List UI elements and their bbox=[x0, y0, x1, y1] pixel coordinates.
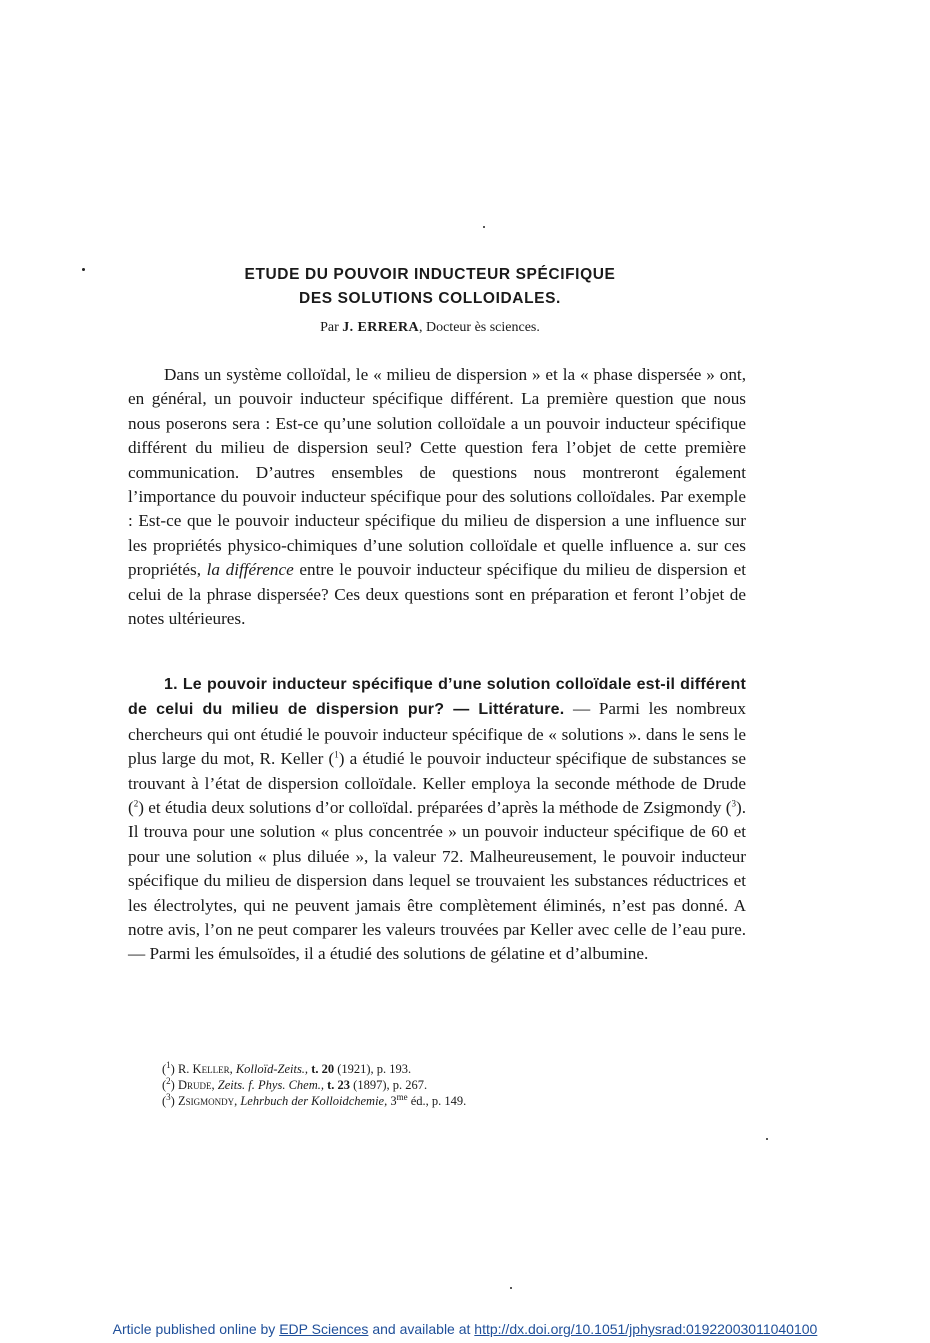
footnote-journal: Lehrbuch der Kolloidchemie, bbox=[240, 1094, 388, 1108]
paragraph-intro-emphasis: la différence bbox=[206, 560, 294, 580]
article-title-line-2: DES SOLUTIONS COLLOIDALES. bbox=[299, 290, 561, 307]
footnotes bbox=[162, 1061, 682, 1109]
footer-text-2: and available at bbox=[372, 1321, 471, 1337]
author-suffix: , Docteur ès sciences. bbox=[418, 320, 540, 335]
footnote-rest: (1921), p. 193. bbox=[337, 1062, 412, 1076]
paragraph-section-1 bbox=[128, 672, 746, 967]
paragraph-section-1-d: ). Il trouva pour une solution « plus concentrée » un pouvoir inducteur spécifique de 60 et pour une solution « plus diluée », la valeur 72. Malheureusement, le pouvoir inducteur spécifique du milieu de dispersion dans lequel se trouvaient les substances réductrices et les électrolytes, qui ne peuvent jamais être complètement éliminés, n’est pas donné. A notre avis, l’on ne peut comparer les valeurs trouvées par Keller avec celle de l’eau pure. — Parmi les émulsoïdes, il a étudié des solutions de gélatine et d’albumine. bbox=[128, 798, 746, 964]
paragraph-intro-end: entre le pouvoir inducteur spécifique du milieu de dispersion et celui de la phrase dispersée? Ces deux questions sont en préparation et feront l’objet de notes ultérieures. bbox=[128, 560, 747, 629]
footnote-number: 3 bbox=[166, 1091, 171, 1102]
footnote-rest: (1897), p. 267. bbox=[353, 1078, 428, 1092]
footnote-journal: Zeits. f. Phys. Chem., bbox=[217, 1078, 324, 1092]
footnote-ref-1: 1 bbox=[334, 749, 339, 760]
edp-sciences-link[interactable]: EDP Sciences bbox=[279, 1321, 369, 1337]
footnote-volume: 3 bbox=[390, 1094, 397, 1108]
footnote-journal: Kolloïd-Zeits., bbox=[235, 1062, 309, 1076]
author-line bbox=[0, 320, 860, 336]
footnote-rest: éd., p. 149. bbox=[410, 1094, 467, 1108]
footnote-ref-2: 2 bbox=[133, 798, 139, 809]
footnote-author: Zsigmondy, bbox=[177, 1094, 238, 1108]
paragraph-intro bbox=[128, 363, 746, 631]
footnote-2: ($^2$) Drude, Zeits. f. Phys. Chem., t. 23 (1897), p. 267. bbox=[162, 1075, 428, 1092]
footnote-volume: t. 20 bbox=[311, 1062, 335, 1076]
scan-speck bbox=[483, 226, 485, 228]
paragraph-section-1-b: ) a étudié le pouvoir inducteur spécifique de substances se trouvant à l’état de dispersion colloïdale. Keller employa la seconde méthode de Drude ( bbox=[128, 749, 746, 818]
author-name: J. ERRERA bbox=[342, 320, 419, 335]
doi-link[interactable]: http://dx.doi.org/10.1051/jphysrad:01922003011040100 bbox=[474, 1321, 818, 1337]
footnote-1: ($^1$) R. Keller, Kolloïd-Zeits., t. 20 (1921), p. 193. bbox=[162, 1059, 412, 1076]
footer-text-1: Article published online by bbox=[112, 1321, 276, 1337]
footnote-number: 2 bbox=[166, 1075, 171, 1086]
author-prefix: Par bbox=[320, 320, 339, 335]
footnote-volume-sup: me bbox=[396, 1091, 408, 1102]
scan-speck bbox=[766, 1138, 768, 1140]
article-title-line-1: ETUDE DU POUVOIR INDUCTEUR SPÉCIFIQUE bbox=[244, 266, 616, 283]
footnote-number: 1 bbox=[166, 1059, 171, 1070]
footnote-3: ($^3$) Zsigmondy, Lehrbuch der Kolloidchemie, $3^{me}$ éd., p. 149. bbox=[162, 1091, 467, 1108]
footnote-author: Drude, bbox=[177, 1078, 215, 1092]
paragraph-section-1-a: — Parmi les nombreux chercheurs qui ont étudié le pouvoir inducteur spécifique de « solutions ». dans le sens le plus large du mot, R. Keller ( bbox=[128, 699, 746, 769]
footnote-volume: t. 23 bbox=[327, 1078, 351, 1092]
section-heading: 1. Le pouvoir inducteur spécifique d’une solution colloïdale est-il différent de celui du milieu de dispersion pur? — Littérature. bbox=[128, 676, 746, 719]
publication-footer bbox=[0, 1321, 930, 1337]
paragraph-section-1-c: ) et étudia deux solutions d’or colloïdal. préparées d’après la méthode de Zsigmondy ( bbox=[138, 798, 732, 818]
footnote-ref-3: 3 bbox=[731, 798, 736, 809]
footnote-author: R. Keller, bbox=[177, 1062, 233, 1076]
scan-speck bbox=[510, 1287, 512, 1289]
paragraph-intro-text: Dans un système colloïdal, le « milieu de dispersion » et la « phase dispersée » ont, en général, un pouvoir inducteur spécifique différent. La première question que nous nous poserons sera : Est-ce qu’une solution colloïdale a un pouvoir inducteur spécifique différent du milieu de dispersion seul? Cette question fera l’objet de cette première communication. D’autres ensembles de questions nous montreront également l’importance du pouvoir inducteur spécifique pour des solutions colloïdales. Par exemple : Est-ce que le pouvoir inducteur spécifique du milieu de dispersion a une influence sur les propriétés physico-chimiques d’une solution colloïdale et quelle influence a. sur ces propriétés, bbox=[128, 365, 746, 580]
